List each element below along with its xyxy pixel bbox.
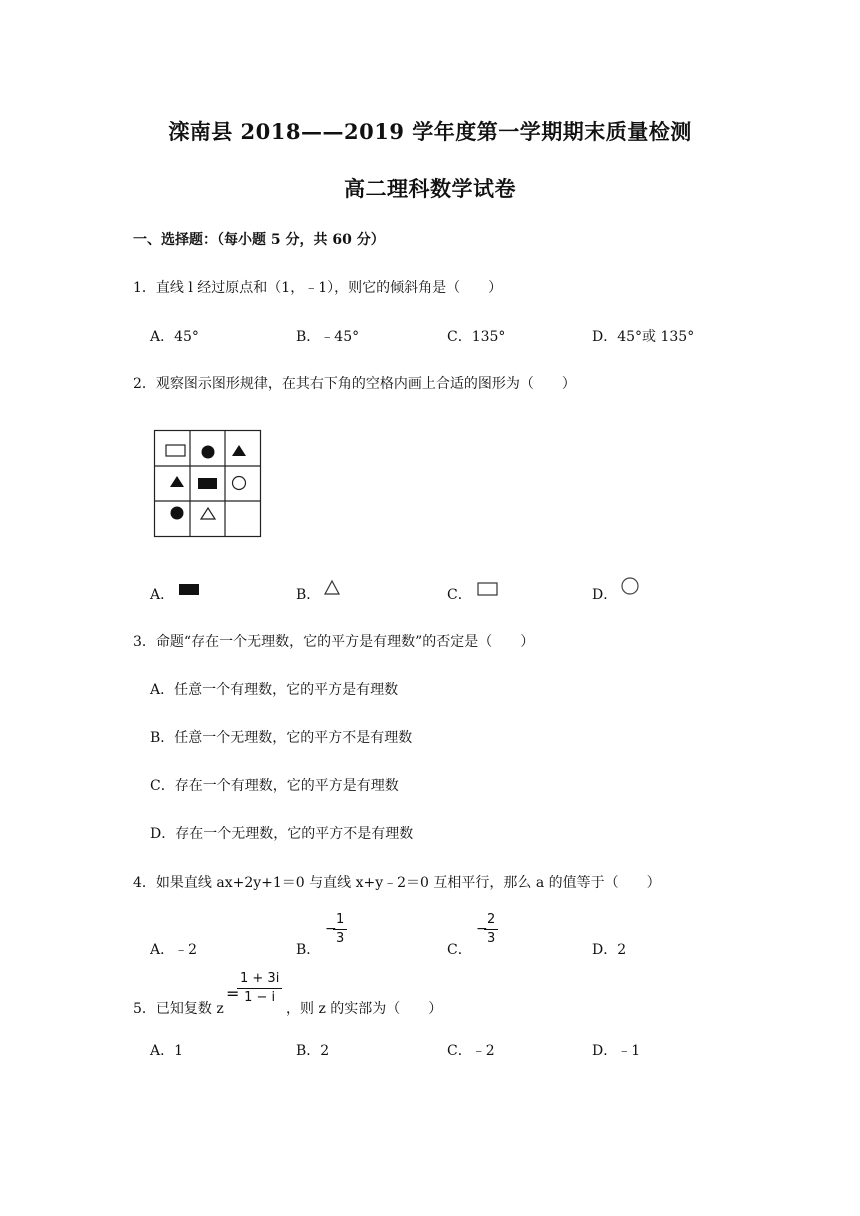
question-1-option-d: D．45°或 135° [592, 329, 695, 345]
option-c-denominator: 3 [487, 931, 496, 946]
question-1-option-b: B．﹣45° [296, 329, 360, 345]
question-2-option-d: D． [592, 587, 618, 603]
question-3-option-c: C．存在一个有理数，它的平方是有理数 [150, 778, 399, 794]
option-c-fraction [484, 911, 498, 948]
title-line-2: 高二理科数学试卷 [344, 176, 516, 201]
option-b-minus-sign: − [325, 921, 337, 937]
section-heading: 一、选择题：（每小题 5 分，共 60 分） [133, 232, 385, 248]
question-2-option-c: C． [447, 587, 472, 603]
option-c-numerator: 2 [484, 911, 498, 930]
title-line-1: 滦南县 2018——2019 学年度第一学期期末质量检测 [168, 119, 692, 144]
question-5-stem-start: 5．已知复数 z [133, 1001, 224, 1017]
grid-filled-circle-icon [171, 507, 184, 520]
grid-filled-rectangle-icon [198, 478, 217, 489]
grid-empty-rectangle-icon [166, 445, 185, 456]
question-4-option-c: C． [447, 942, 472, 958]
question-5-denominator: 1 − i [244, 990, 276, 1005]
option-b-fraction [333, 911, 347, 948]
pattern-grid-figure [154, 430, 261, 537]
question-5-numerator: 1 + 3i [237, 970, 282, 989]
question-5-option-b: B．2 [296, 1043, 330, 1059]
question-5-option-d: D．﹣1 [592, 1043, 641, 1059]
grid-empty-circle-icon [233, 477, 246, 490]
question-4-option-d: D．2 [592, 942, 627, 958]
question-1-option-c: C．135° [447, 329, 506, 345]
option-c-minus-sign: − [476, 921, 488, 937]
empty-rectangle-icon [477, 582, 499, 596]
question-3-option-a: A．任意一个有理数，它的平方是有理数 [150, 682, 399, 698]
question-1-option-a: A．45° [150, 329, 199, 345]
question-5-stem-end: ，则 z 的实部为（ ） [286, 1001, 443, 1017]
question-4-option-a: A．﹣2 [150, 942, 198, 958]
question-1-stem: 1．直线 l 经过原点和（1，﹣1），则它的倾斜角是（ ） [133, 280, 503, 296]
empty-triangle-icon [323, 580, 341, 596]
question-2-option-a: A． [150, 587, 175, 603]
question-5-option-c: C．﹣2 [447, 1043, 495, 1059]
question-2-option-b: B． [296, 587, 321, 603]
question-3-option-d: D．存在一个无理数，它的平方不是有理数 [150, 826, 414, 842]
question-5-equals-sign: = [226, 984, 240, 1003]
question-4-stem: 4．如果直线 ax+2y+1＝0 与直线 x+y﹣2＝0 互相平行，那么 a 的值等于（ ） [133, 875, 661, 891]
question-3-stem: 3．命题“存在一个无理数，它的平方是有理数”的否定是（ ） [133, 634, 535, 650]
empty-circle-icon [620, 576, 640, 596]
question-5-option-a: A．1 [150, 1043, 184, 1059]
question-4-option-b: B． [296, 942, 321, 958]
grid-filled-circle-icon [202, 446, 215, 459]
filled-rectangle-icon [178, 583, 200, 597]
option-b-numerator: 1 [333, 911, 347, 930]
option-b-denominator: 3 [336, 931, 345, 946]
grid-filled-triangle-icon [232, 445, 246, 456]
grid-empty-triangle-icon [201, 508, 215, 519]
grid-filled-triangle-icon [170, 476, 184, 487]
question-2-stem: 2．观察图示图形规律，在其右下角的空格内画上合适的图形为（ ） [133, 376, 576, 392]
question-5-fraction [237, 970, 282, 1007]
question-3-option-b: B．任意一个无理数，它的平方不是有理数 [150, 730, 413, 746]
